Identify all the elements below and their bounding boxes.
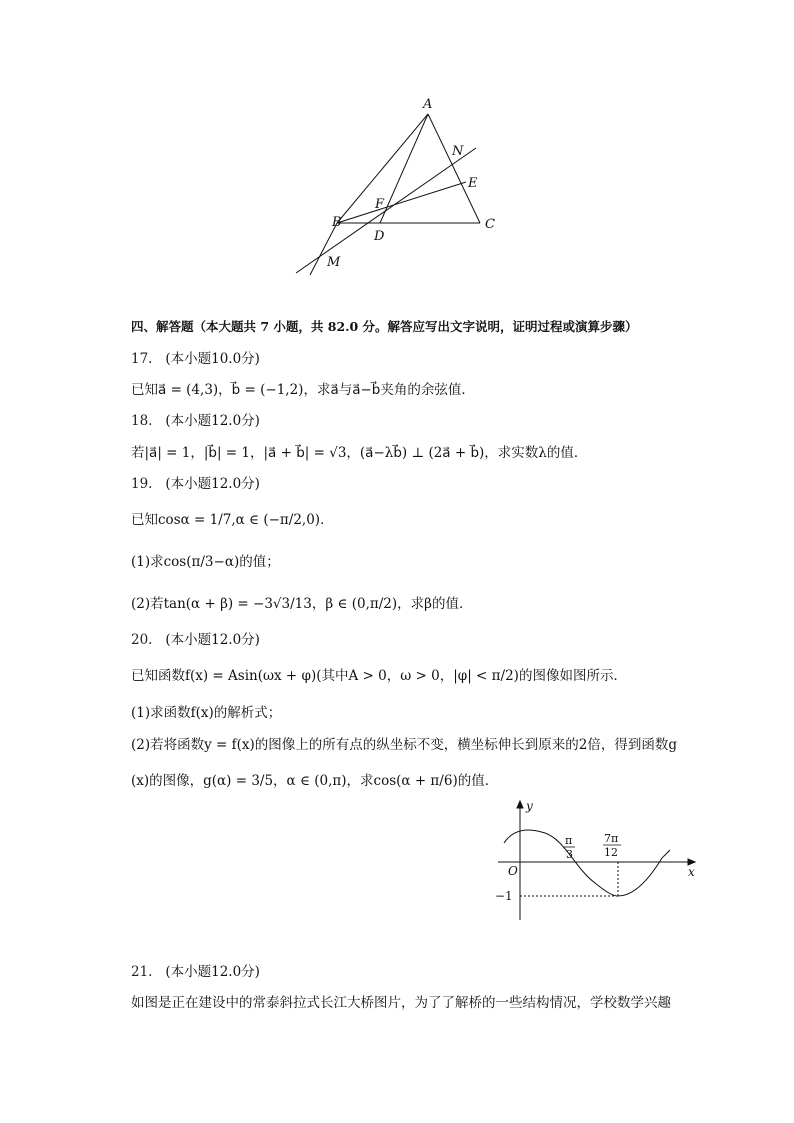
question-17-header xyxy=(131,350,260,368)
question-score: (本小题10.0分) xyxy=(165,351,260,367)
question-21-header xyxy=(131,963,260,981)
label-M: M xyxy=(327,255,341,270)
y-axis-arrow xyxy=(517,801,523,808)
line-BN xyxy=(296,148,476,273)
question-19-given: 已知cosα = 1/7,α ∈ (−π/2,0)． xyxy=(131,512,334,528)
tick-pi-3-den: 3 xyxy=(566,848,573,861)
question-score: (本小题12.0分) xyxy=(165,413,260,429)
question-number: 18. xyxy=(131,413,153,429)
sine-graph xyxy=(490,798,705,923)
question-17-text: 已知a⃗ = (4,3)，b⃗ = (−1,2)，求a⃗与a⃗−b⃗夹角的余弦值． xyxy=(131,382,475,398)
question-number: 21. xyxy=(131,964,153,980)
question-number: 19. xyxy=(131,476,153,492)
x-axis-label: x xyxy=(688,865,695,879)
question-19-part1: (1)求cos(π/3−α)的值； xyxy=(131,554,280,570)
question-number: 20. xyxy=(131,632,153,648)
question-number: 17. xyxy=(131,351,153,367)
question-20-part1: (1)求函数f(x)的解析式； xyxy=(131,705,282,721)
label-N: N xyxy=(452,144,464,159)
origin-label: O xyxy=(508,864,518,878)
tick-pi-3-num: π xyxy=(565,834,573,847)
question-18-text: 若|a⃗| = 1，|b⃗| = 1，|a⃗ + b⃗| = √3，(a⃗−λb⃗) ⊥ (2a⃗ + b⃗)，求实数λ的值． xyxy=(131,445,588,461)
question-19-part2: (2)若tan(α + β) = −3√3/13，β ∈ (0,π/2)，求β的值． xyxy=(131,596,473,612)
question-20-given: 已知函数f(x) = Asin(ωx + φ)(其中A > 0，ω > 0，|φ| < π/2)的图像如图所示． xyxy=(131,668,627,684)
label-E: E xyxy=(468,176,478,191)
question-score: (本小题12.0分) xyxy=(165,476,260,492)
label-A: A xyxy=(423,97,433,112)
tick-7pi-12-num: 7π xyxy=(604,832,619,845)
section-heading: 四、解答题（本大题共 7 小题，共 82.0 分。解答应写出文字说明，证明过程或演算步骤） xyxy=(131,319,638,334)
sine-curve xyxy=(504,830,670,896)
question-21-text: 如图是正在建设中的常泰斜拉式长江大桥图片，为了了解桥的一些结构情况，学校数学兴趣 xyxy=(131,995,671,1011)
question-score: (本小题12.0分) xyxy=(165,964,260,980)
question-20-part2: (2)若将函数y = f(x)的图像上的所有点的纵坐标不变，横坐标伸长到原来的2倍，得到函数g xyxy=(131,737,678,753)
tick-7pi-12-den: 12 xyxy=(604,846,618,859)
question-score: (本小题12.0分) xyxy=(165,632,260,648)
y-tick-label: −1 xyxy=(495,889,513,903)
line-BE xyxy=(337,182,466,223)
triangle-figure xyxy=(280,90,520,280)
y-axis-label: y xyxy=(526,799,533,813)
question-20-part2-cont: (x)的图像，g(α) = 3/5，α ∈ (0,π)，求cos(α + π/6)的值． xyxy=(131,773,499,789)
side-AC xyxy=(428,114,480,223)
question-20-header xyxy=(131,631,260,649)
question-19-header xyxy=(131,475,260,493)
question-18-header xyxy=(131,412,260,430)
label-B: B xyxy=(332,215,342,230)
label-F: F xyxy=(375,197,385,212)
label-D: D xyxy=(374,229,385,244)
label-C: C xyxy=(485,217,495,232)
